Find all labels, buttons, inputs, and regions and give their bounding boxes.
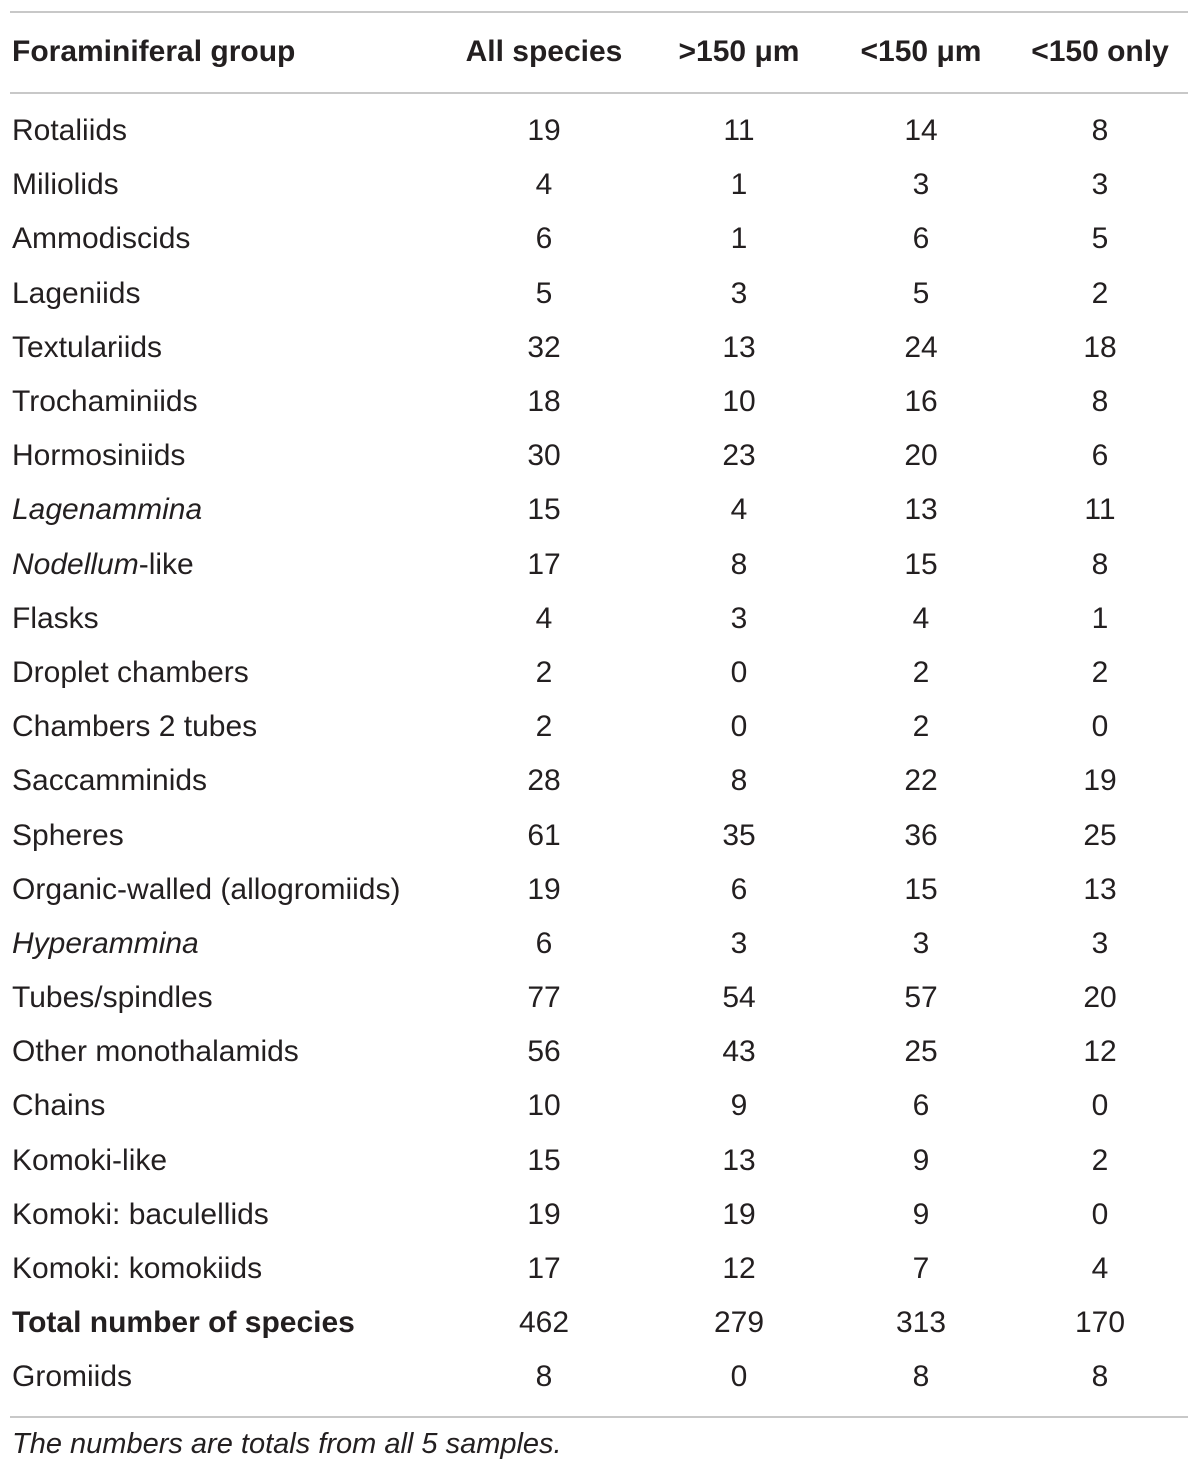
lt150-only-cell: 8: [1091, 385, 1109, 419]
lt150-cell: 9: [912, 1143, 930, 1177]
header-gt150: >150 μm: [678, 35, 800, 68]
table-row: [12, 917, 1188, 971]
gt150-cell: 8: [730, 547, 748, 581]
lt150-cell: 8: [912, 1360, 930, 1394]
table-row: [12, 1188, 1188, 1242]
all-species-cell: 4: [535, 168, 553, 202]
all-species-cell: 19: [527, 114, 561, 148]
table-row: [12, 808, 1188, 862]
lt150-only-cell: 0: [1091, 1089, 1109, 1123]
table-footnote: The numbers are totals from all 5 samples.: [12, 1428, 562, 1460]
table-row: [12, 971, 1188, 1025]
total-label: Total number of species: [12, 1306, 355, 1340]
lt150-cell: 25: [904, 1035, 938, 1069]
all-species-cell: 15: [527, 1143, 561, 1177]
lt150-only-cell: 0: [1091, 710, 1109, 744]
gt150-cell: 3: [730, 926, 748, 960]
lt150-only-cell: 170: [1074, 1306, 1126, 1340]
lt150-cell: 6: [912, 222, 930, 256]
gt150-cell: 0: [730, 655, 748, 689]
group-name: Komoki-like: [12, 1143, 168, 1177]
all-species-cell: 462: [518, 1306, 570, 1340]
table-row: [12, 1025, 1188, 1079]
table-row: [12, 1134, 1188, 1188]
all-species-cell: 8: [535, 1360, 553, 1394]
gt150-cell: 9: [730, 1089, 748, 1123]
group-name: Hormosiniids: [12, 439, 186, 473]
lt150-cell: 22: [904, 764, 938, 798]
group-name: Miliolids: [12, 168, 119, 202]
lt150-only-cell: 5: [1091, 222, 1109, 256]
all-species-cell: 2: [535, 710, 553, 744]
lt150-cell: 2: [912, 655, 930, 689]
lt150-cell: 4: [912, 601, 930, 635]
table-row: [12, 1242, 1188, 1296]
group-name: Lagenammina: [12, 493, 203, 527]
table-row: [12, 700, 1188, 754]
all-species-cell: 77: [527, 981, 561, 1015]
group-name: Droplet chambers: [12, 655, 249, 689]
all-species-cell: 30: [527, 439, 561, 473]
all-species-cell: 17: [527, 547, 561, 581]
all-species-cell: 10: [527, 1089, 561, 1123]
group-name: Other monothalamids: [12, 1035, 299, 1069]
table-row: [12, 754, 1188, 808]
gt150-cell: 4: [730, 493, 748, 527]
gt150-cell: 12: [722, 1252, 756, 1286]
all-species-cell: 19: [527, 1197, 561, 1231]
group-name: Komoki: komokiids: [12, 1252, 263, 1286]
gt150-cell: 43: [722, 1035, 756, 1069]
gt150-cell: 23: [722, 439, 756, 473]
group-name: Chambers 2 tubes: [12, 710, 258, 744]
gt150-cell: 1: [730, 168, 748, 202]
group-name: Komoki: baculellids: [12, 1197, 269, 1231]
gt150-cell: 13: [722, 330, 756, 364]
lt150-only-cell: 8: [1091, 1360, 1109, 1394]
table-row: [12, 483, 1188, 537]
lt150-cell: 3: [912, 926, 930, 960]
all-species-cell: 61: [527, 818, 561, 852]
gt150-cell: 8: [730, 764, 748, 798]
group-name: Ammodiscids: [12, 222, 191, 256]
lt150-only-cell: 2: [1091, 1143, 1109, 1177]
lt150-cell: 13: [904, 493, 938, 527]
all-species-cell: 4: [535, 601, 553, 635]
group-name: Saccamminids: [12, 764, 208, 798]
gt150-cell: 1: [730, 222, 748, 256]
group-name: Hyperammina: [12, 926, 199, 960]
table-row: [12, 212, 1188, 266]
all-species-cell: 15: [527, 493, 561, 527]
gt150-cell: 3: [730, 601, 748, 635]
gt150-cell: 35: [722, 818, 756, 852]
table-row: [12, 1350, 1188, 1404]
lt150-only-cell: 2: [1091, 276, 1109, 310]
group-name: Rotaliids: [12, 114, 128, 148]
header-lt150: <150 μm: [860, 35, 982, 68]
group-name: Trochaminiids: [12, 385, 198, 419]
all-species-cell: 5: [535, 276, 553, 310]
table-row: [12, 538, 1188, 592]
gt150-cell: 0: [730, 710, 748, 744]
lt150-cell: 3: [912, 168, 930, 202]
header-spacer: [12, 82, 1188, 104]
all-species-cell: 19: [527, 872, 561, 906]
group-name: Textulariids: [12, 330, 163, 364]
total-row: [12, 1296, 1188, 1350]
group-name: Gromiids: [12, 1360, 133, 1394]
table-row: [12, 104, 1188, 158]
gt150-cell: 11: [723, 114, 755, 148]
table-row: [12, 863, 1188, 917]
group-name-italic: Nodellum: [12, 547, 139, 581]
table-row: [12, 375, 1188, 429]
group-name: Lageniids: [12, 276, 141, 310]
all-species-cell: 2: [535, 655, 553, 689]
foraminiferal-group-table: [12, 22, 1188, 1405]
lt150-only-cell: 11: [1084, 493, 1116, 527]
gt150-cell: 19: [722, 1197, 756, 1231]
lt150-only-cell: 12: [1083, 1035, 1117, 1069]
lt150-cell: 20: [904, 439, 938, 473]
gt150-cell: 54: [722, 981, 756, 1015]
table-row: [12, 646, 1188, 700]
gt150-cell: 10: [722, 385, 756, 419]
gt150-cell: 6: [730, 872, 748, 906]
lt150-only-cell: 25: [1083, 818, 1117, 852]
lt150-only-cell: 8: [1091, 547, 1109, 581]
gt150-cell: 13: [722, 1143, 756, 1177]
header-row: [12, 22, 1188, 82]
gt150-cell: 3: [730, 276, 748, 310]
header-all-species: All species: [465, 35, 623, 68]
table-row: [12, 158, 1188, 212]
lt150-only-cell: 6: [1091, 439, 1109, 473]
lt150-only-cell: 3: [1091, 926, 1109, 960]
lt150-cell: 15: [904, 872, 938, 906]
lt150-cell: 14: [904, 114, 938, 148]
lt150-cell: 16: [904, 385, 938, 419]
all-species-cell: 6: [535, 222, 553, 256]
lt150-cell: 6: [912, 1089, 930, 1123]
all-species-cell: 32: [527, 330, 561, 364]
gt150-cell: 279: [713, 1306, 765, 1340]
all-species-cell: 56: [527, 1035, 561, 1069]
lt150-only-cell: 20: [1083, 981, 1117, 1015]
table-row: [12, 321, 1188, 375]
lt150-cell: 5: [912, 276, 930, 310]
lt150-cell: 36: [904, 818, 938, 852]
lt150-cell: 15: [904, 547, 938, 581]
group-name: Spheres: [12, 818, 124, 852]
lt150-cell: 24: [904, 330, 938, 364]
lt150-only-cell: 8: [1091, 114, 1109, 148]
group-name: Tubes/spindles: [12, 981, 213, 1015]
all-species-cell: 18: [527, 385, 561, 419]
table-row: [12, 267, 1188, 321]
table-row: [12, 429, 1188, 483]
gt150-cell: 0: [730, 1360, 748, 1394]
all-species-cell: 28: [527, 764, 561, 798]
lt150-cell: 7: [912, 1252, 930, 1286]
table-top-rule: [10, 11, 1188, 13]
all-species-cell: 6: [535, 926, 553, 960]
lt150-cell: 2: [912, 710, 930, 744]
all-species-cell: 17: [527, 1252, 561, 1286]
lt150-only-cell: 13: [1083, 872, 1117, 906]
group-name: Organic-walled (allogromiids): [12, 872, 401, 906]
lt150-only-cell: 18: [1083, 330, 1117, 364]
table-bottom-rule: [10, 1416, 1188, 1418]
group-name: [12, 538, 440, 592]
group-name: Chains: [12, 1089, 106, 1123]
table-row: [12, 592, 1188, 646]
header-lt150-only: <150 only: [1031, 35, 1169, 68]
header-foraminiferal-group: Foraminiferal group: [12, 35, 296, 68]
lt150-only-cell: 4: [1091, 1252, 1109, 1286]
lt150-cell: 9: [912, 1197, 930, 1231]
table-row: [12, 1079, 1188, 1133]
group-name: Flasks: [12, 601, 99, 635]
lt150-only-cell: 3: [1091, 168, 1109, 202]
lt150-only-cell: 19: [1083, 764, 1117, 798]
lt150-cell: 313: [895, 1306, 947, 1340]
lt150-cell: 57: [904, 981, 938, 1015]
lt150-only-cell: 2: [1091, 655, 1109, 689]
group-name-suffix: -like: [138, 547, 194, 581]
lt150-only-cell: 0: [1091, 1197, 1109, 1231]
lt150-only-cell: 1: [1091, 601, 1109, 635]
